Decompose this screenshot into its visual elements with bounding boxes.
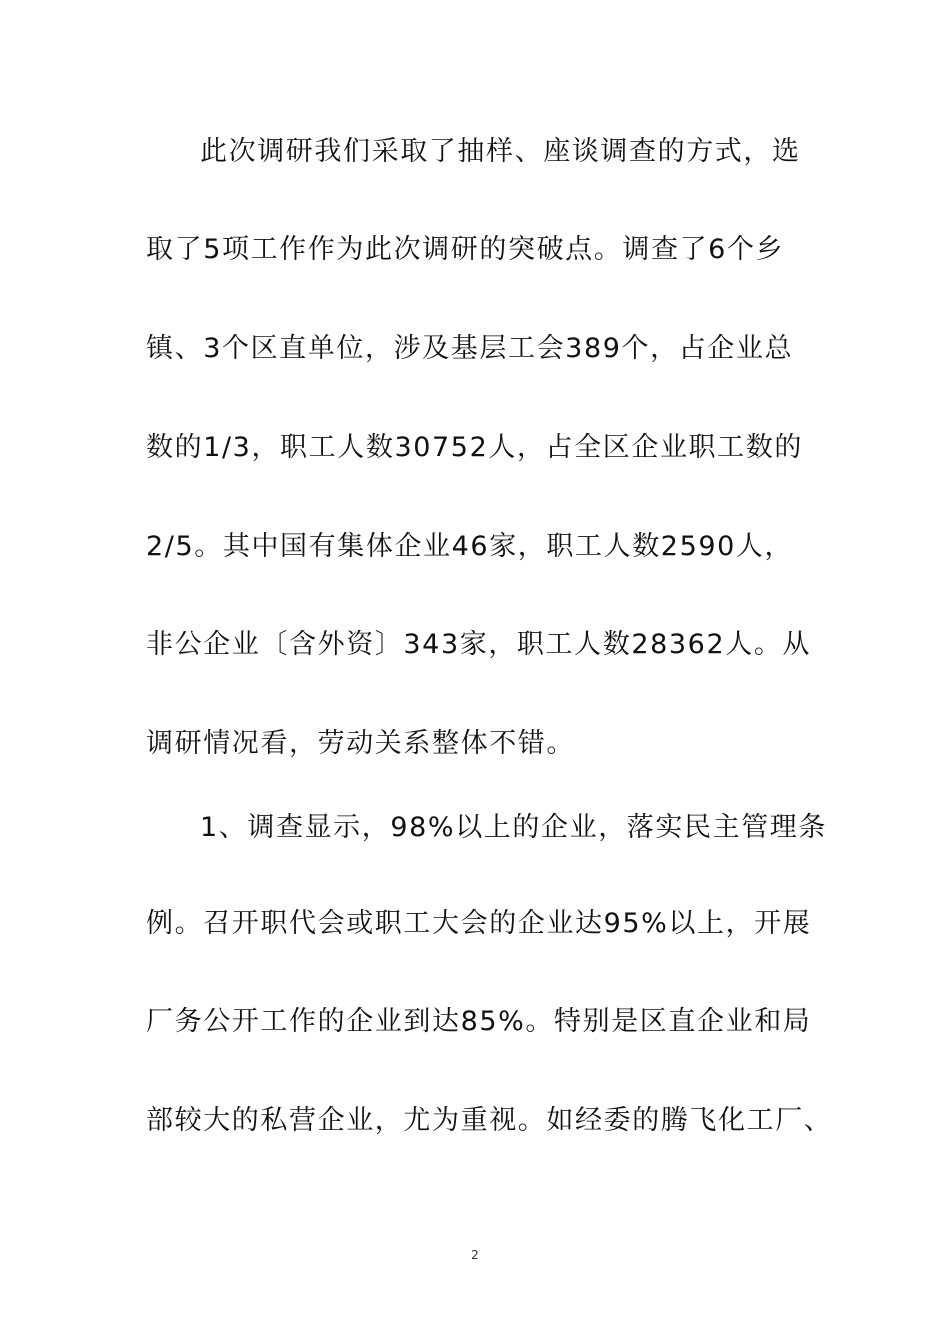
paragraph-line: 此次调研我们采取了抽样、座谈调查的方式，选 <box>200 136 801 167</box>
paragraph-line: 镇、3个区直单位，涉及基层工会389个，占企业总 <box>146 333 794 364</box>
page-number: 2 <box>471 1248 479 1262</box>
paragraph-line: 厂务公开工作的企业到达85%。特别是区直企业和局 <box>146 1006 812 1037</box>
paragraph-line: 例。召开职代会或职工大会的企业达95%以上，开展 <box>146 908 812 939</box>
paragraph-line: 2/5。其中国有集体企业46家，职工人数2590人， <box>146 531 794 562</box>
paragraph-line: 1、调查显示，98%以上的企业，落实民主管理条 <box>200 812 827 843</box>
paragraph-line: 调研情况看，劳动关系整体不错。 <box>146 728 575 759</box>
paragraph-line: 数的1/3，职工人数30752人，占全区企业职工数的 <box>146 432 803 463</box>
paragraph-line: 取了5项工作作为此次调研的突破点。调查了6个乡 <box>146 234 785 265</box>
paragraph-line: 部较大的私营企业，尤为重视。如经委的腾飞化工厂、 <box>146 1105 833 1136</box>
paragraph-line: 非公企业〔含外资〕343家，职工人数28362人。从 <box>146 629 812 660</box>
